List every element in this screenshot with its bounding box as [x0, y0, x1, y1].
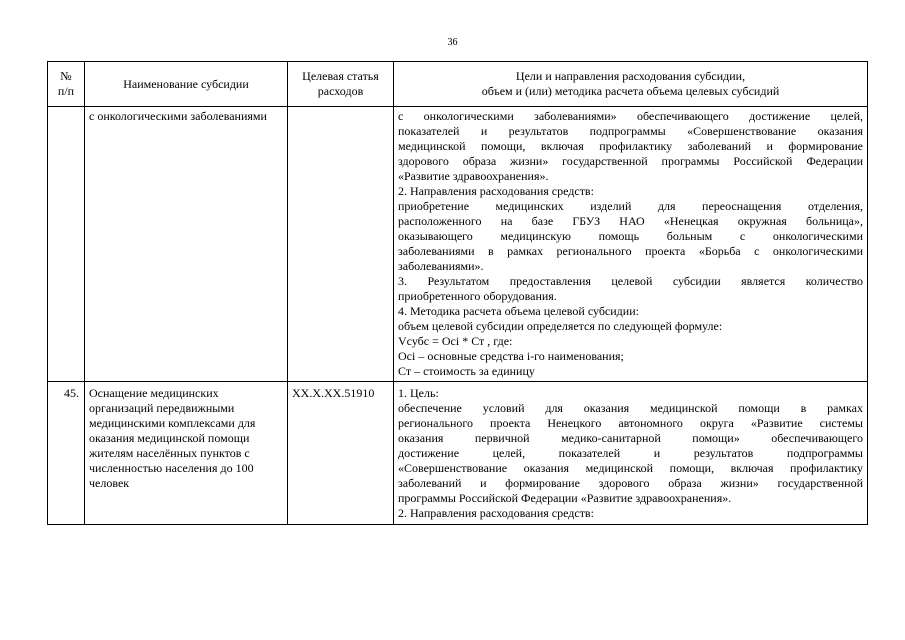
goals-line: приобретение медицинских изделий для переоснащения отделения,: [398, 199, 863, 213]
goals-line: 2. Направления расходования средств:: [398, 506, 594, 520]
goals-text: [398, 109, 863, 379]
goals-line: здорового образа жизни» государственной программы Российской Федерации: [398, 154, 863, 168]
row-name: [85, 382, 288, 525]
goals-line: 1. Цель:: [398, 386, 439, 400]
goals-line: 2. Направления расходования средств:: [398, 184, 594, 198]
goals-line: «Развитие здравоохранения».: [398, 169, 549, 183]
goals-line: Осi – основные средства i-го наименования;: [398, 349, 624, 363]
header-name: [85, 62, 288, 107]
goals-line: «Совершенствование оказания медицинской помощи, включая профилактику: [398, 461, 863, 475]
row-goals: [394, 107, 868, 382]
header-goals-text: Цели и направления расходования субсидии, объем и (или) методика расчета объема целевых субсидий: [481, 69, 780, 98]
goals-line: Vсубс = Осi * Ст , где:: [398, 334, 513, 348]
header-num: [48, 62, 85, 107]
row-num: [48, 107, 85, 382]
table-header-row: [48, 62, 868, 107]
goals-line: показателей и результатов подпрограммы «Совершенствование оказания: [398, 124, 863, 138]
goals-line: оказания первичной медико-санитарной помощи» обеспечивающего: [398, 431, 863, 445]
goals-line: 3. Результатом предоставления целевой субсидии является количество: [398, 274, 863, 288]
goals-line: программы Российской Федерации «Развитие здравоохранения».: [398, 491, 732, 505]
header-num-text: № п/п: [57, 69, 75, 98]
row-name-text: Оснащение медицинских организаций передвижными медицинскими комплексами для оказания медицинской помощи жителям населённых пунктов с численностью населения до 100 человек: [89, 386, 256, 490]
goals-line: медицинской помощи, включая профилактику заболеваний и формирование: [398, 139, 863, 153]
goals-line: 4. Методика расчета объема целевой субсидии:: [398, 304, 639, 318]
header-name-text: Наименование субсидии: [123, 76, 249, 91]
header-article: [288, 62, 394, 107]
page-number: 36: [447, 37, 458, 48]
row-article: XX.X.XX.51910: [288, 382, 394, 525]
goals-line: заболеваниями».: [398, 259, 484, 273]
goals-line: приобретенного оборудования.: [398, 289, 557, 303]
goals-line: расположенного на базе ГБУЗ НАО «Ненецкая окружная больница»,: [398, 214, 863, 228]
goals-line: объем целевой субсидии определяется по следующей формуле:: [398, 319, 723, 333]
table-row: [48, 382, 868, 525]
subsidy-table: [47, 61, 868, 525]
row-num: 45.: [48, 382, 85, 525]
row-goals: [394, 382, 868, 525]
goals-line: регионального проекта Ненецкого автономного округа «Развитие системы: [398, 416, 863, 430]
table-row: [48, 107, 868, 382]
goals-line: обеспечение условий для оказания медицинской помощи в рамках: [398, 401, 863, 415]
row-name: [85, 107, 288, 382]
goals-line: достижение целей, показателей и результатов подпрограммы: [398, 446, 863, 460]
goals-line: заболеваний и формирование здорового образа жизни» государственной: [398, 476, 863, 490]
row-article: [288, 107, 394, 382]
row-name-text: с онкологическими заболеваниями: [89, 109, 267, 123]
goals-text: [398, 386, 863, 521]
header-goals: [394, 62, 868, 107]
goals-line: с онкологическими заболеваниями» обеспечивающего достижение целей,: [398, 109, 863, 123]
header-article-text: Целевая статья расходов: [302, 69, 379, 98]
goals-line: оказывающего медицинскую помощь больным с онкологическими: [398, 229, 863, 243]
goals-line: Ст – стоимость за единицу: [398, 364, 535, 378]
goals-line: заболеваниями в рамках регионального проекта «Борьба с онкологическими: [398, 244, 863, 258]
